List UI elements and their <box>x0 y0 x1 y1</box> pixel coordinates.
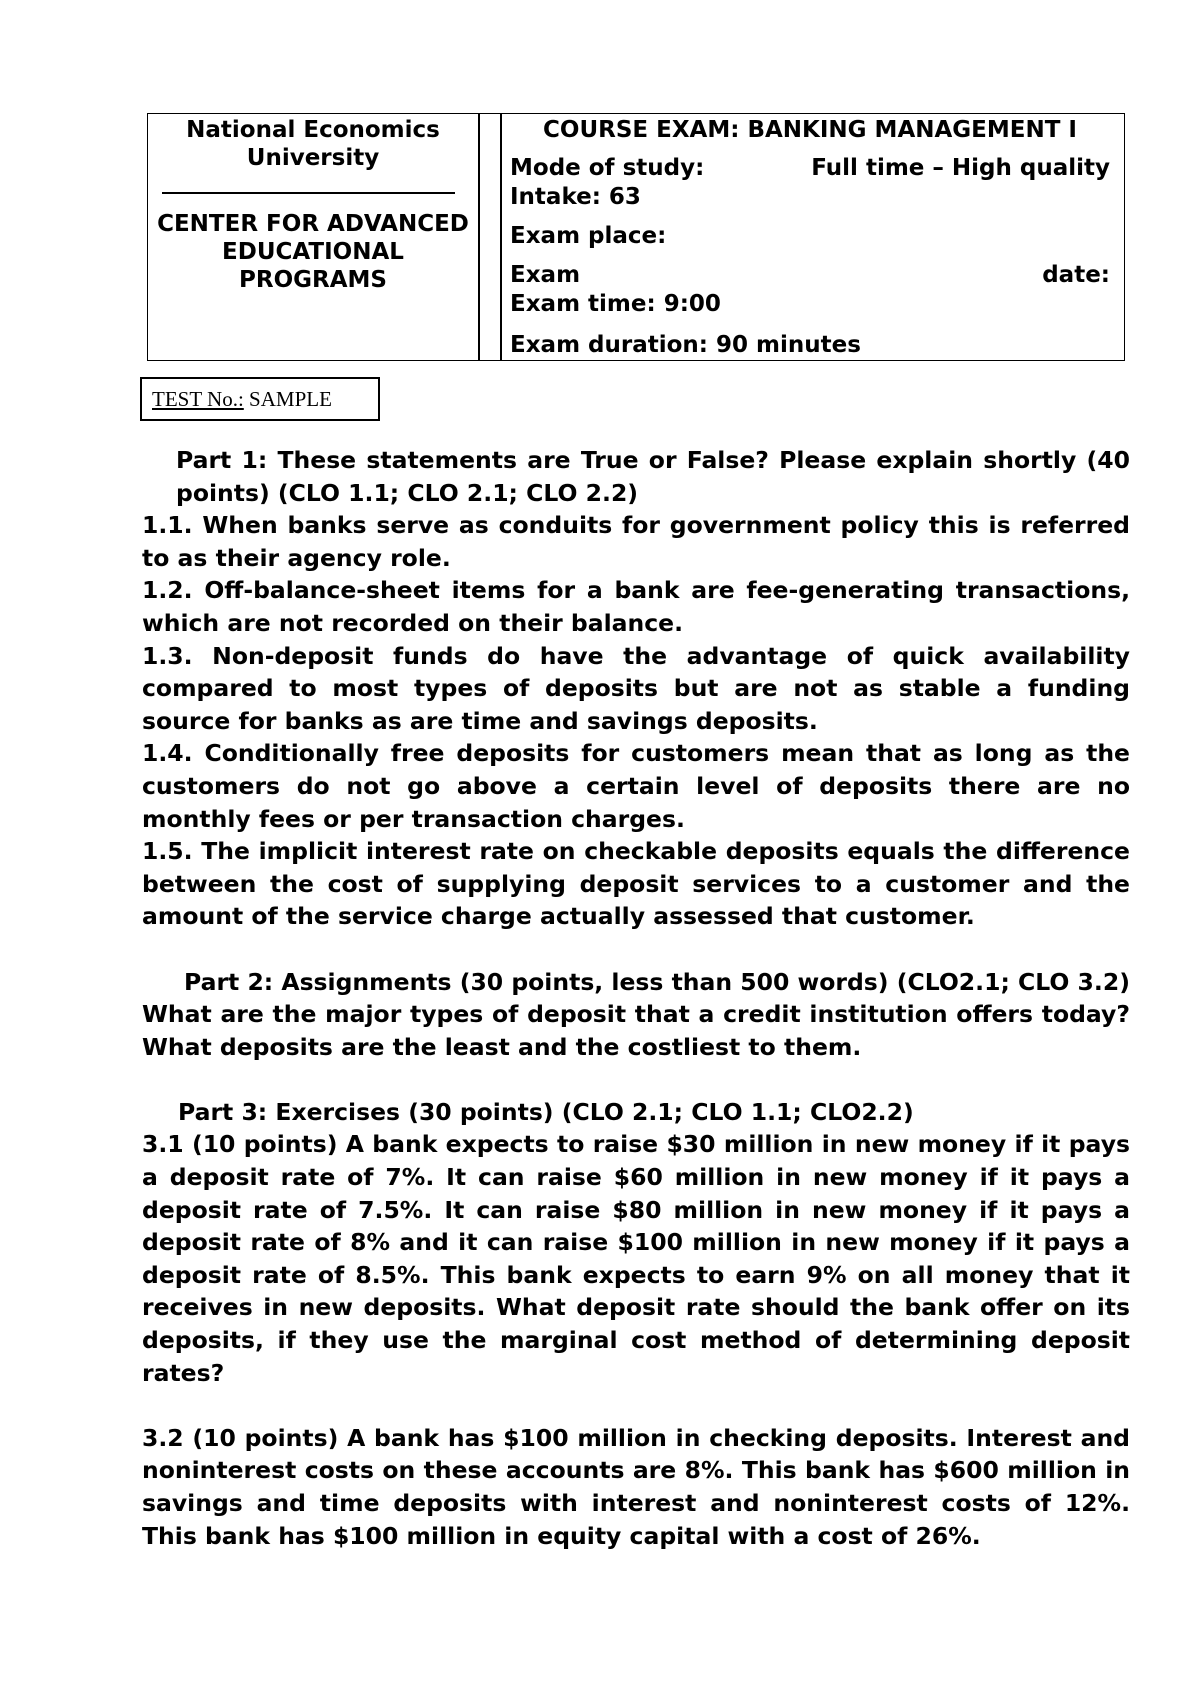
exam-date <box>510 261 1110 290</box>
exam-content <box>142 444 1130 1552</box>
university-name: National Economics University <box>186 117 440 171</box>
part2-question: What are the major types of deposit that a credit institution offers today? What deposits are the least and the costliest to them. <box>142 1000 1130 1061</box>
question-item: 1.1. When banks serve as conduits for government policy this is referred to as their agency role. <box>142 511 1130 572</box>
question-item: 1.4. Conditionally free deposits for customers mean that as long as the customers do not go above a certain level of deposits there are no monthly fees or per transaction charges. <box>142 739 1130 833</box>
part2-heading: Part 2: Assignments (30 points, less than 500 words) (CLO2.1; CLO 3.2) <box>184 967 1130 996</box>
center-name: CENTER FOR ADVANCED EDUCATIONAL PROGRAMS <box>157 211 469 293</box>
header-divider-rule <box>162 192 455 194</box>
test-number-box <box>140 377 380 421</box>
intake: Intake: 63 <box>510 184 641 210</box>
exam-info-cell <box>510 114 1110 360</box>
question-item: 1.5. The implicit interest rate on checkable deposits equals the difference between the cost of supplying deposit services to a customer and the amount of the service charge actually assessed that customer. <box>142 837 1130 931</box>
mode-label: Mode of study: <box>510 155 705 181</box>
exam-place: Exam place: <box>510 223 667 249</box>
part3-heading: Part 3: Exercises (30 points) (CLO 2.1; CLO 1.1; CLO2.2) <box>178 1097 914 1126</box>
exam-header-table <box>147 113 1125 361</box>
exam-date-label-part1: Exam <box>510 262 581 288</box>
column-divider <box>478 114 480 360</box>
part1-heading: Part 1: These statements are True or False? Please explain shortly (40 points) (CLO 1.1; CLO 2.1; CLO 2.2) <box>176 446 1130 507</box>
mode-of-study <box>510 154 1110 183</box>
mode-value: Full time – High quality <box>811 155 1110 181</box>
column-divider <box>500 114 502 360</box>
exam-title: COURSE EXAM: BANKING MANAGEMENT I <box>543 117 1077 143</box>
question-item: 1.2. Off-balance-sheet items for a bank are fee-generating transactions, which are not recorded on their balance. <box>142 576 1130 637</box>
question-item: 1.3. Non-deposit funds do have the advantage of quick availability compared to most types of deposits but are not as stable a funding source for banks as are time and savings deposits. <box>142 641 1130 735</box>
test-number-label: TEST No.: <box>152 387 244 411</box>
exam-time: Exam time: 9:00 <box>510 291 721 317</box>
spacer <box>142 1389 1130 1422</box>
exam-date-label-part2: date: <box>1042 262 1110 288</box>
exercise-3-2: 3.2 (10 points) A bank has $100 million in checking deposits. Interest and noninterest costs on these accounts are 8%. This bank has $600 million in savings and time deposits with interest and noninterest costs of 12%. This bank has $100 million in equity capital with a cost of 26%. <box>142 1423 1130 1550</box>
exercise-3-1: 3.1 (10 points) A bank expects to raise $30 million in new money if it pays a deposit rate of 7%. It can raise $60 million in new money if it pays a deposit rate of 7.5%. It can raise $80 million in new money if it pays a deposit rate of 8% and it can raise $100 million in new money if it pays a deposit rate of 8.5%. This bank expects to earn 9% on all money that it receives in new deposits. What deposit rate should the bank offer on its deposits, if they use the marginal cost method of determining deposit rates? <box>142 1130 1130 1387</box>
spacer <box>142 1063 1130 1096</box>
spacer <box>142 933 1130 966</box>
test-number-value: SAMPLE <box>249 387 332 411</box>
exam-duration: Exam duration: 90 minutes <box>510 332 861 358</box>
institution-cell <box>148 114 478 360</box>
